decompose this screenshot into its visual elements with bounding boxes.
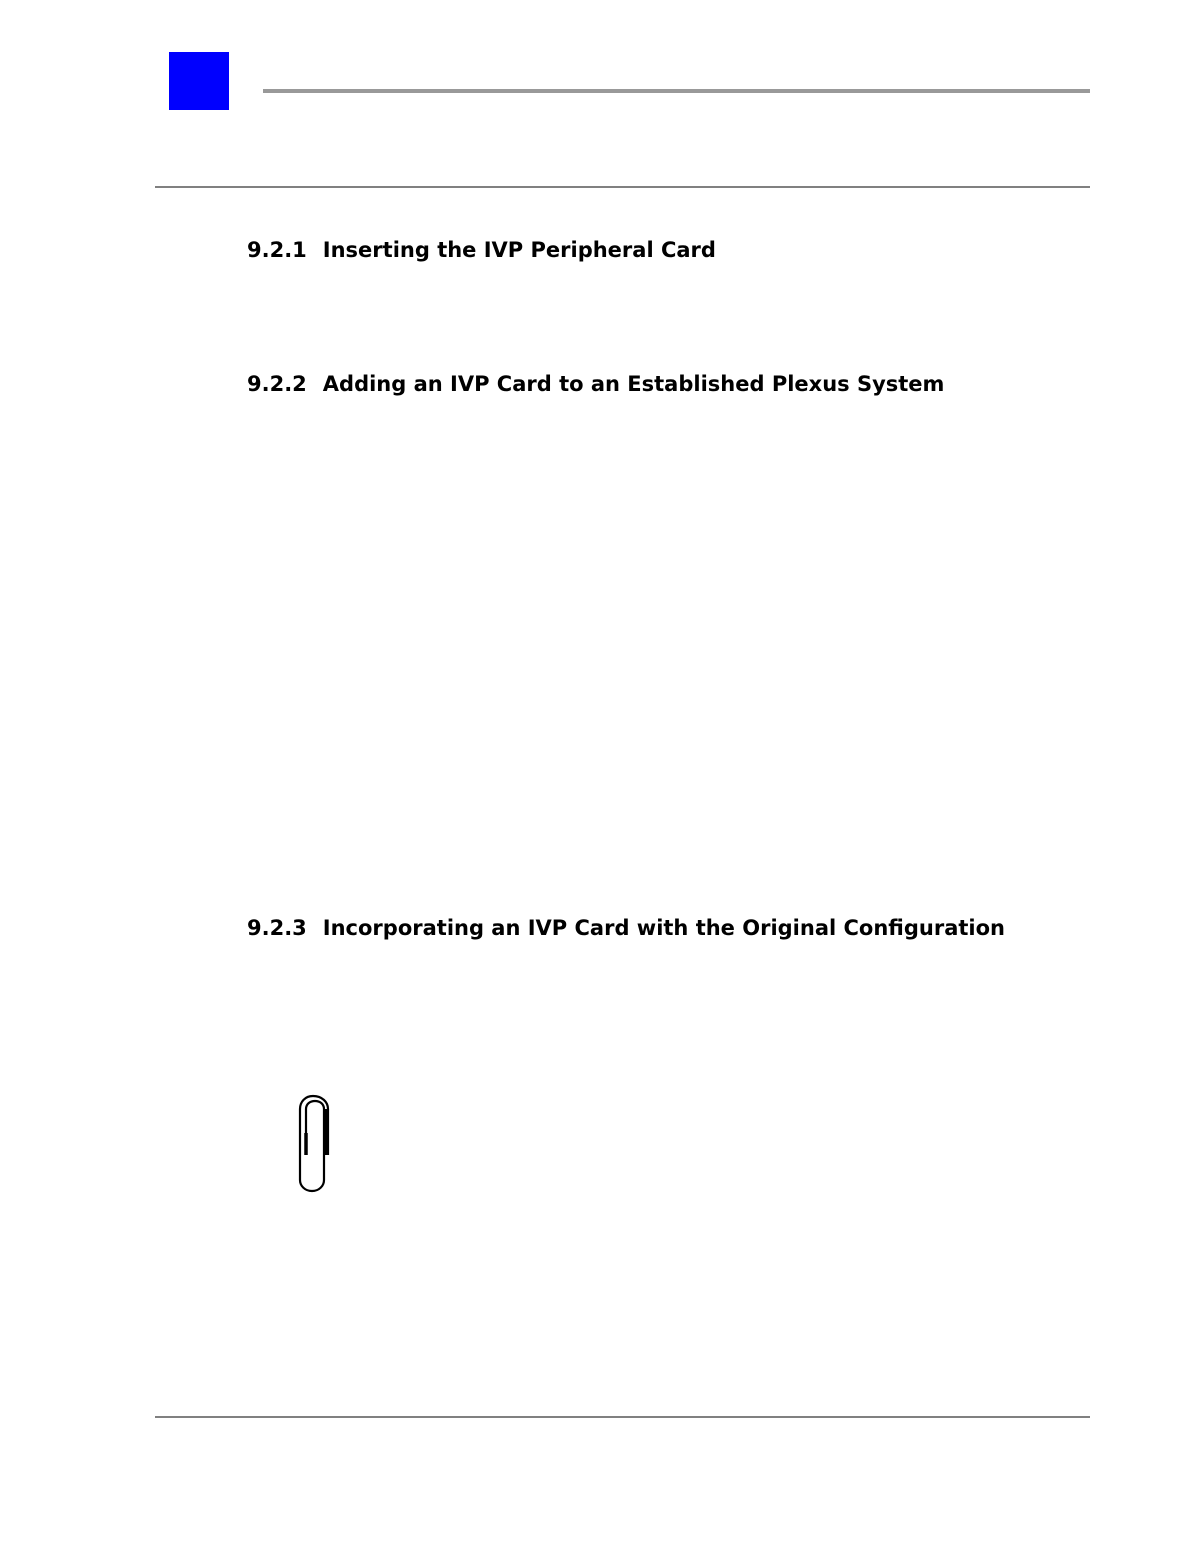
section-title: Adding an IVP Card to an Established Plexus System — [322, 372, 945, 396]
footer-divider — [155, 1416, 1090, 1418]
paperclip-icon — [296, 1093, 334, 1193]
header-divider — [155, 186, 1090, 188]
section-heading-9-2-2 — [247, 371, 944, 397]
section-number: 9.2.1 — [247, 238, 307, 262]
section-title: Incorporating an IVP Card with the Original Configuration — [322, 916, 1005, 940]
section-number: 9.2.2 — [247, 372, 307, 396]
section-title: Inserting the IVP Peripheral Card — [322, 238, 716, 262]
header-rule — [263, 89, 1090, 93]
section-heading-9-2-1 — [247, 237, 716, 263]
section-number: 9.2.3 — [247, 916, 307, 940]
section-heading-9-2-3 — [247, 915, 1005, 941]
chapter-tab-marker — [169, 52, 229, 110]
